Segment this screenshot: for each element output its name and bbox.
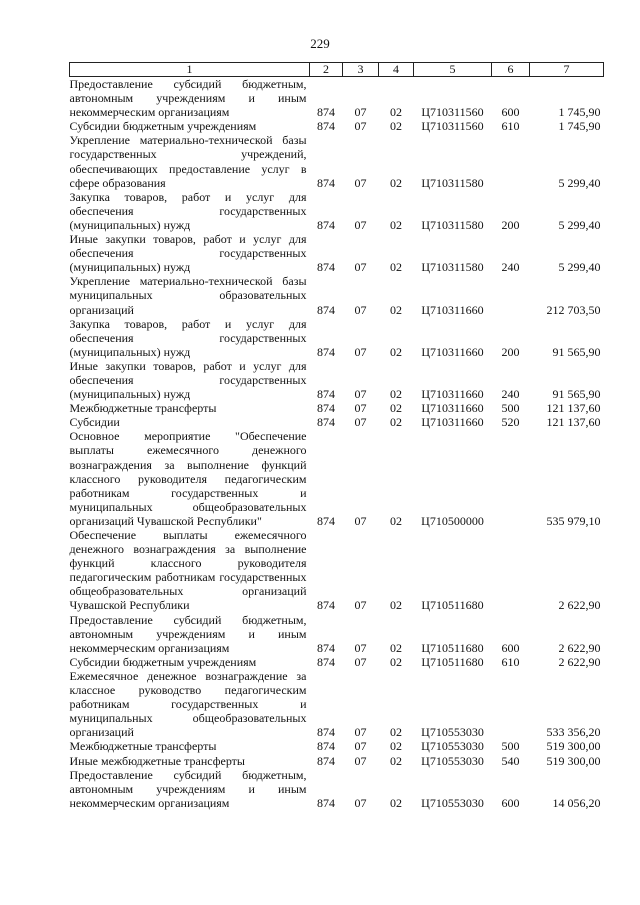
row-target-code: Ц710553030 [421,795,484,810]
row-subsection-code: 02 [390,739,402,754]
row-amount: 5 299,40 [558,175,601,190]
row-expense-type [492,528,530,613]
row-expense-type: 200 [501,217,520,232]
row-name: Субсидии [69,415,120,430]
row-amount: 91 565,90 [552,387,601,402]
table-row [70,613,604,655]
row-target-code: Ц710553030 [421,739,484,754]
row-name: Закупка товаров, работ и услуг для обеспечения государственных (муниципальных) нужд [69,316,307,359]
row-section-code: 07 [354,175,367,190]
row-section-code: 07 [354,217,367,232]
row-ministry-code: 874 [317,513,335,528]
row-expense-type: 240 [501,387,520,402]
row-section-code: 07 [354,654,367,669]
row-name: Предоставление субсидий бюджетным, автономным учреждениям и иным некоммерческим организациям [69,77,307,120]
row-ministry-code: 874 [317,753,335,768]
table-row [70,190,604,232]
row-amount: 121 137,60 [546,415,601,430]
row-ministry-code: 874 [317,260,335,275]
row-name: Иные закупки товаров, работ и услуг для обеспечения государственных (муниципальных) нужд [69,232,307,275]
table-row [70,655,604,669]
row-amount: 91 565,90 [552,344,601,359]
row-target-code: Ц710311660 [421,344,484,359]
row-expense-type: 600 [501,640,520,655]
header-row [70,63,604,77]
header-col-2: 2 [310,63,343,77]
row-ministry-code: 874 [317,640,335,655]
table-row [70,133,604,189]
row-section-code: 07 [354,725,367,740]
row-ministry-code: 874 [317,795,335,810]
row-subsection-code: 02 [390,654,402,669]
row-target-code: Ц710553030 [421,753,484,768]
row-subsection-code: 02 [390,795,402,810]
table-row [70,415,604,429]
row-amount: 5 299,40 [558,260,601,275]
row-subsection-code: 02 [390,302,402,317]
table-row [70,528,604,613]
row-section-code: 07 [354,119,367,134]
row-expense-type: 240 [501,260,520,275]
row-name: Обеспечение выплаты ежемесячного денежного вознаграждения за выполнение функций классного руководителя педагогическим работникам государственных общеобразовательных организаций Чувашской Республики [69,528,307,613]
row-section-code: 07 [354,598,367,613]
row-section-code: 07 [354,795,367,810]
row-ministry-code: 874 [317,302,335,317]
row-section-code: 07 [354,739,367,754]
table-body [70,77,604,810]
table-row [70,359,604,401]
row-ministry-code: 874 [317,105,335,120]
row-name: Иные закупки товаров, работ и услуг для обеспечения государственных (муниципальных) нужд [69,358,307,402]
row-expense-type: 500 [501,401,520,416]
row-section-code: 07 [354,344,367,359]
header-col-7: 7 [530,63,604,77]
header-col-4: 4 [379,63,414,77]
row-ministry-code: 874 [317,217,335,232]
row-section-code: 07 [354,260,367,275]
row-target-code: Ц710511680 [421,654,484,669]
table-row [70,274,604,316]
row-name: Укрепление материально-технической базы государственных учреждений, обеспечивающих предоставление услуг в сфере образования [69,133,307,190]
row-expense-type [492,274,530,316]
header-col-5: 5 [414,63,492,77]
header-col-6: 6 [492,63,530,77]
row-expense-type: 520 [501,415,520,430]
row-subsection-code: 02 [390,640,402,655]
row-subsection-code: 02 [390,753,402,768]
row-section-code: 07 [354,513,367,528]
row-subsection-code: 02 [390,598,402,613]
row-subsection-code: 02 [390,260,402,275]
row-name: Межбюджетные трансферты [69,739,217,754]
row-name: Субсидии бюджетным учреждениям [69,654,257,669]
page-number: 229 [310,36,330,51]
row-subsection-code: 02 [390,387,402,402]
row-expense-type [492,429,530,528]
row-ministry-code: 874 [317,401,335,416]
row-expense-type: 610 [501,119,520,134]
row-name: Основное мероприятие "Обеспечение выплаты ежемесячного денежного вознаграждения за выполнение функций классного руководителя педагогическим работникам государственных и муниципальных общеобразовательных организаций Чувашской Республики" [69,429,307,528]
row-target-code: Ц710311660 [421,401,484,416]
row-expense-type: 200 [501,344,520,359]
row-expense-type: 610 [501,654,520,669]
row-amount: 519 300,00 [546,753,601,768]
row-ministry-code: 874 [317,344,335,359]
row-amount: 2 622,90 [558,654,601,669]
header-col-3: 3 [343,63,379,77]
budget-table [69,62,604,810]
row-section-code: 07 [354,753,367,768]
row-expense-type: 540 [501,753,520,768]
row-amount: 212 703,50 [546,302,601,317]
row-subsection-code: 02 [390,401,402,416]
row-amount: 121 137,60 [546,401,601,416]
header-col-1: 1 [70,63,310,77]
row-ministry-code: 874 [317,739,335,754]
table-row [70,77,604,120]
row-amount: 5 299,40 [558,217,601,232]
table-row [70,739,604,753]
row-amount: 1 745,90 [558,105,601,120]
row-ministry-code: 874 [317,415,335,430]
row-amount: 533 356,20 [546,725,601,740]
row-amount: 535 979,10 [546,513,601,528]
row-target-code: Ц710511680 [421,598,484,613]
row-name: Ежемесячное денежное вознаграждение за классное руководство педагогическим работникам государственных и муниципальных общеобразовательных организаций [69,668,307,740]
row-name: Иные межбюджетные трансферты [69,753,245,768]
row-subsection-code: 02 [390,415,402,430]
row-section-code: 07 [354,302,367,317]
row-target-code: Ц710311560 [421,105,484,120]
row-target-code: Ц710311580 [421,175,484,190]
row-ministry-code: 874 [317,175,335,190]
row-amount: 1 745,90 [558,119,601,134]
table-row [70,429,604,528]
row-target-code: Ц710311660 [421,415,484,430]
row-name: Предоставление субсидий бюджетным, автономным учреждениям и иным некоммерческим организациям [69,612,307,655]
row-section-code: 07 [354,401,367,416]
row-subsection-code: 02 [390,513,402,528]
row-ministry-code: 874 [317,725,335,740]
row-subsection-code: 02 [390,175,402,190]
row-target-code: Ц710511680 [421,640,484,655]
row-ministry-code: 874 [317,598,335,613]
row-expense-type: 600 [501,105,520,120]
row-subsection-code: 02 [390,344,402,359]
table-row [70,669,604,739]
row-amount: 2 622,90 [558,640,601,655]
row-section-code: 07 [354,415,367,430]
row-ministry-code: 874 [317,654,335,669]
row-name: Закупка товаров, работ и услуг для обеспечения государственных (муниципальных) нужд [69,189,307,232]
row-amount: 519 300,00 [546,739,601,754]
row-subsection-code: 02 [390,217,402,232]
table-row [70,401,604,415]
row-target-code: Ц710311660 [421,387,484,402]
row-expense-type [492,669,530,739]
row-name: Межбюджетные трансферты [69,401,217,416]
row-target-code: Ц710553030 [421,725,484,740]
row-name: Субсидии бюджетным учреждениям [69,119,257,134]
row-section-code: 07 [354,387,367,402]
row-subsection-code: 02 [390,105,402,120]
row-target-code: Ц710311580 [421,260,484,275]
row-amount: 2 622,90 [558,598,601,613]
row-expense-type: 500 [501,739,520,754]
row-amount: 14 056,20 [552,795,601,810]
row-ministry-code: 874 [317,387,335,402]
table-row [70,232,604,274]
row-target-code: Ц710311580 [421,217,484,232]
row-section-code: 07 [354,105,367,120]
row-target-code: Ц710500000 [421,513,484,528]
table-row [70,317,604,359]
row-name: Укрепление материально-технической базы муниципальных образовательных организаций [69,274,307,317]
row-target-code: Ц710311560 [421,119,484,134]
row-target-code: Ц710311660 [421,302,484,317]
row-subsection-code: 02 [390,725,402,740]
table-row [70,754,604,768]
row-subsection-code: 02 [390,119,402,134]
table-row [70,768,604,810]
row-expense-type [492,133,530,189]
table-row [70,119,604,133]
row-name: Предоставление субсидий бюджетным, автономным учреждениям и иным некоммерческим организациям [69,767,307,810]
row-ministry-code: 874 [317,119,335,134]
row-section-code: 07 [354,640,367,655]
row-expense-type: 600 [501,795,520,810]
